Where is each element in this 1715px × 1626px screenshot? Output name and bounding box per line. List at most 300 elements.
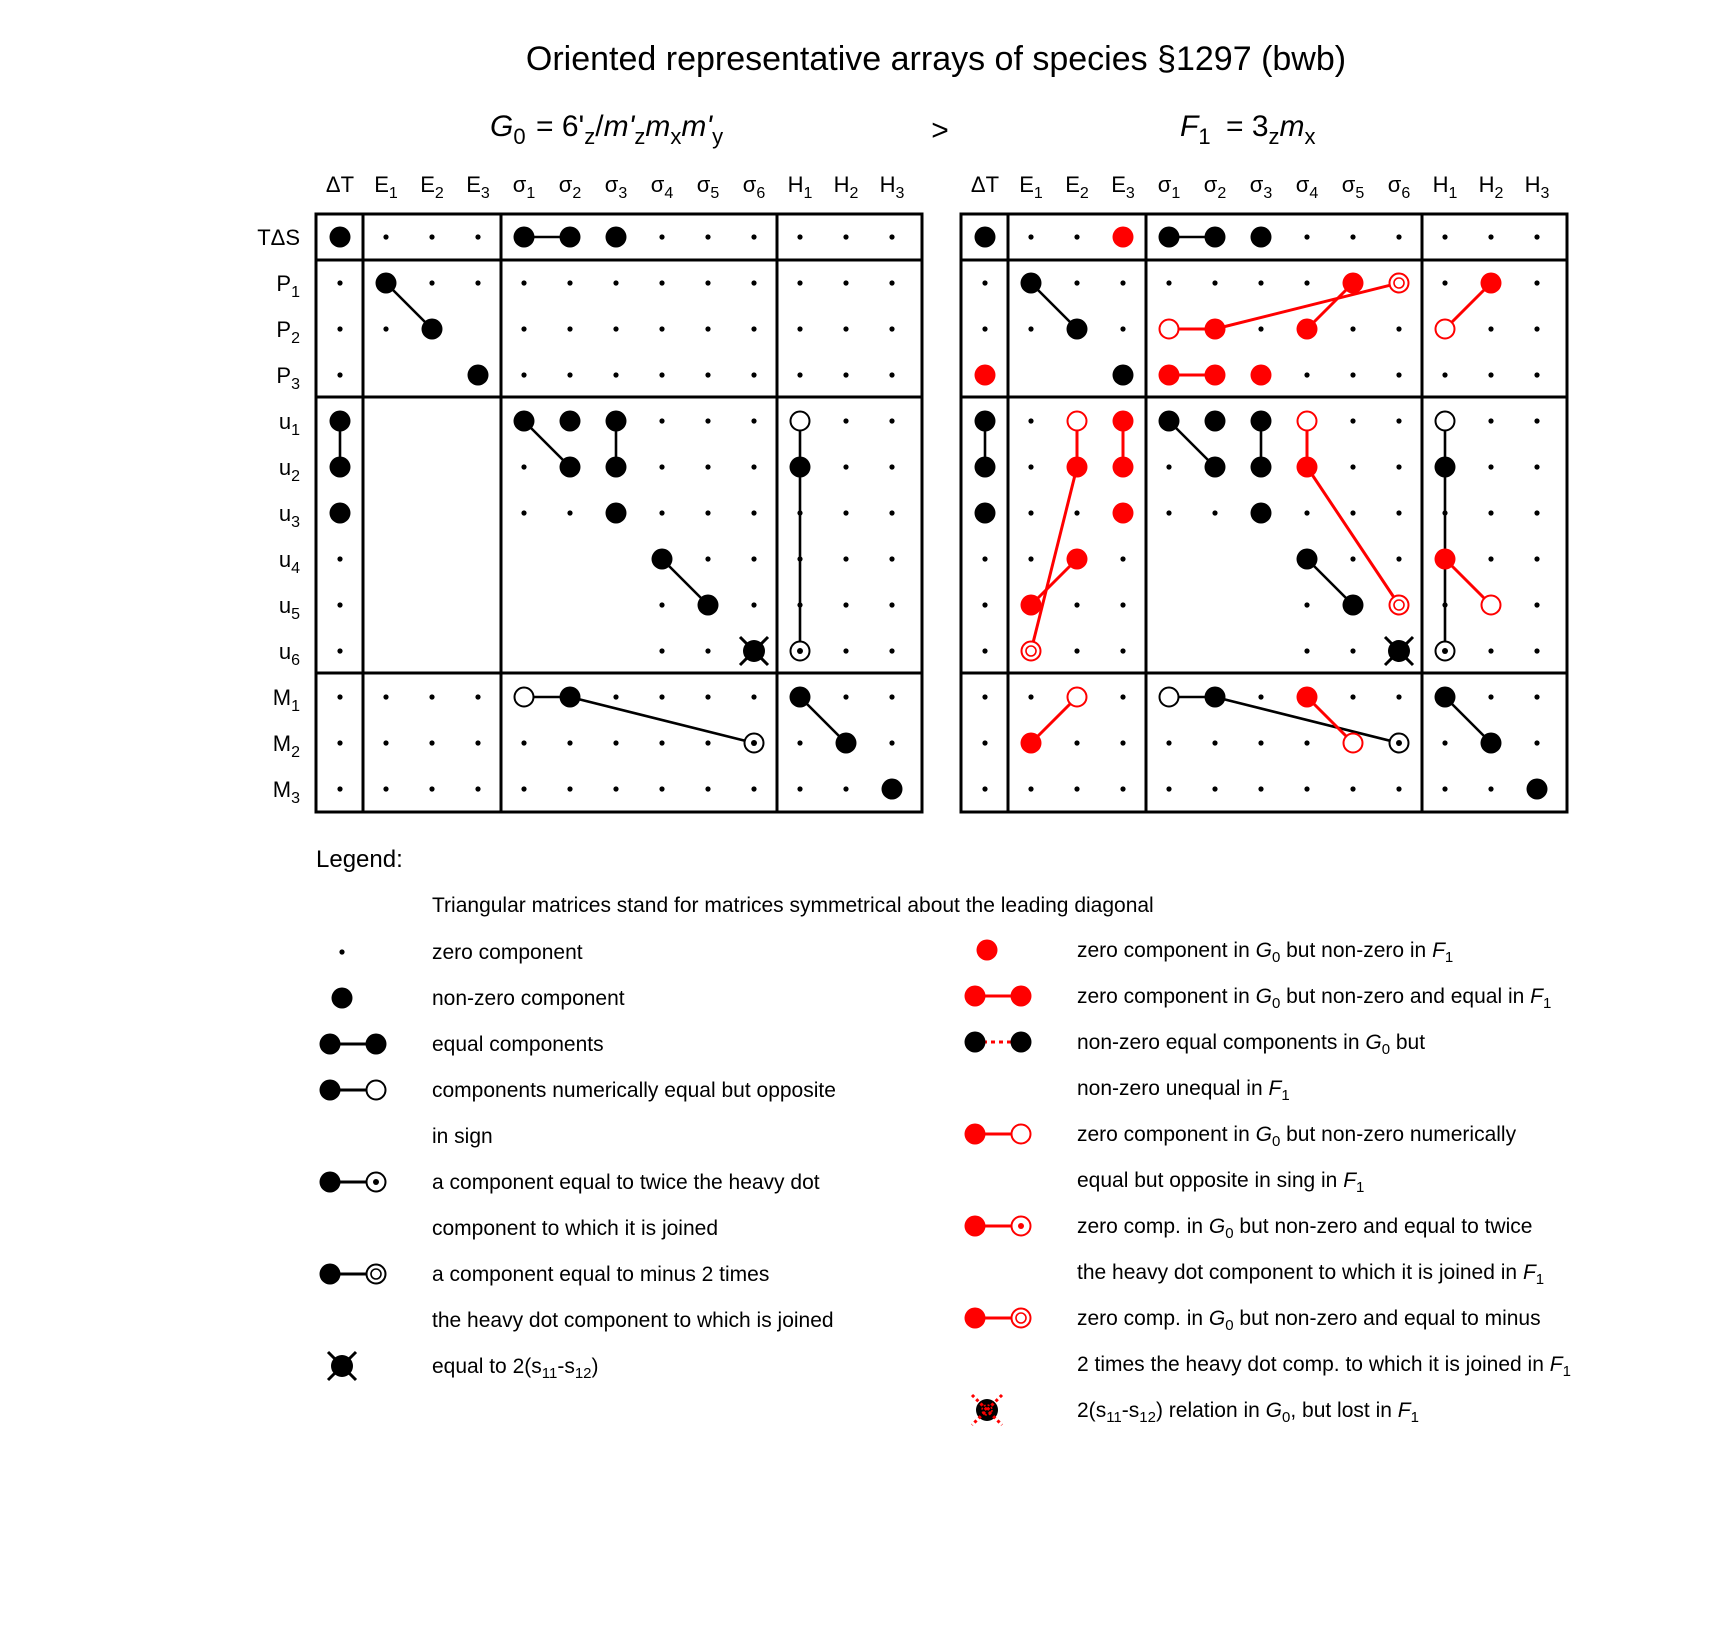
component-big [1297, 319, 1318, 340]
row-header-u6: u6 [278, 639, 300, 669]
legend-text-line: zero component [432, 941, 583, 964]
zero-dot [1350, 648, 1355, 653]
zero-dot [613, 786, 618, 791]
component-big [560, 411, 581, 432]
zero-dot [705, 372, 710, 377]
zero-dot [337, 602, 342, 607]
component-big [1435, 549, 1456, 570]
zero-dot [797, 372, 802, 377]
zero-dot [1028, 464, 1033, 469]
component-open [791, 412, 810, 431]
zero-dot [475, 280, 480, 285]
zero-dot [659, 510, 664, 515]
zero-dot [797, 740, 802, 745]
zero-dot [1442, 786, 1447, 791]
zero-dot [797, 326, 802, 331]
zero-dot [659, 786, 664, 791]
component-big [606, 227, 627, 248]
component-big [882, 779, 903, 800]
row-header-P2: P2 [276, 317, 300, 347]
zero-dot [1212, 786, 1217, 791]
column-header-σ5: σ5 [696, 172, 720, 202]
zero-dot [751, 418, 756, 423]
zero-dot [613, 372, 618, 377]
zero-dot [982, 280, 987, 285]
row-header-u5: u5 [278, 593, 300, 623]
legend-text-line: non-zero equal components in G0 but [1077, 1031, 1426, 1059]
zero-dot [383, 234, 388, 239]
zero-dot [705, 740, 710, 745]
zero-dot [521, 372, 526, 377]
zero-dot [705, 326, 710, 331]
component-big [1113, 411, 1134, 432]
zero-dot [659, 234, 664, 239]
component-open [1068, 688, 1087, 707]
zero-dot [1028, 694, 1033, 699]
component-big [1251, 503, 1272, 524]
legend-note: Triangular matrices stand for matrices symmetrical about the leading diagonal [432, 894, 1154, 917]
component-big [1113, 227, 1134, 248]
zero-dot [383, 786, 388, 791]
component-big [1067, 319, 1088, 340]
zero-dot [429, 786, 434, 791]
legend-pair-b [1011, 986, 1032, 1007]
zero-dot [1350, 694, 1355, 699]
column-header-E1: E1 [374, 172, 398, 202]
column-header-σ2: σ2 [1203, 172, 1227, 202]
zero-dot [1534, 326, 1539, 331]
component-big [330, 457, 351, 478]
zero-dot [429, 280, 434, 285]
component-big [1159, 411, 1180, 432]
zero-dot [475, 786, 480, 791]
zero-dot [843, 648, 848, 653]
column-header-H1: H1 [787, 172, 813, 202]
zero-dot [521, 786, 526, 791]
row-header-P3: P3 [276, 363, 300, 393]
zero-dot [751, 372, 756, 377]
component-big [1527, 779, 1548, 800]
legend-title: Legend: [316, 846, 403, 873]
zero-dot [521, 464, 526, 469]
zero-dot [1120, 326, 1125, 331]
zero-dot [659, 418, 664, 423]
legend-text-line: zero component in G0 but non-zero and equal in F1 [1077, 985, 1552, 1013]
zero-dot [1488, 556, 1493, 561]
zero-dot [1534, 556, 1539, 561]
component-big [1205, 411, 1226, 432]
legend-pair-a [965, 1308, 986, 1329]
zero-dot [843, 372, 848, 377]
legend-red-dot [977, 940, 998, 961]
component-big [1113, 503, 1134, 524]
legend-text-line: equal to 2(s11-s12) [432, 1355, 599, 1383]
zero-dot [429, 694, 434, 699]
zero-dot [659, 694, 664, 699]
zero-dot [1074, 510, 1079, 515]
component-big [1297, 687, 1318, 708]
zero-dot [1028, 556, 1033, 561]
legend-pair-b-center [373, 1179, 379, 1185]
zero-dot [797, 556, 802, 561]
zero-dot [521, 326, 526, 331]
component-big [790, 687, 811, 708]
zero-dot [843, 234, 848, 239]
zero-dot [843, 786, 848, 791]
zero-dot [337, 694, 342, 699]
legend-text-line: equal but opposite in sing in F1 [1077, 1169, 1365, 1197]
component-big [1205, 227, 1226, 248]
component-big [652, 549, 673, 570]
zero-dot [705, 510, 710, 515]
zero-dot [1442, 510, 1447, 515]
component-big [560, 687, 581, 708]
g0-symbol: G0 [490, 110, 526, 149]
zero-dot [751, 510, 756, 515]
component-big [330, 503, 351, 524]
zero-dot [337, 372, 342, 377]
column-header-E2: E2 [1065, 172, 1089, 202]
legend-text-line: zero comp. in G0 but non-zero and equal to minus [1077, 1307, 1541, 1335]
component-big [1205, 457, 1226, 478]
component-big [376, 273, 397, 294]
group-g0-label [490, 110, 723, 149]
zero-dot [1396, 556, 1401, 561]
zero-dot [567, 786, 572, 791]
component-big [975, 227, 996, 248]
component-open [1436, 412, 1455, 431]
component-big [606, 411, 627, 432]
column-header-H3: H3 [1524, 172, 1550, 202]
zero-dot [1488, 510, 1493, 515]
component-big [1067, 549, 1088, 570]
zero-dot [843, 464, 848, 469]
zero-dot [659, 602, 664, 607]
row-header-u4: u4 [278, 547, 300, 577]
component-big [1021, 733, 1042, 754]
zero-dot [659, 648, 664, 653]
legend-right-column [965, 939, 1571, 1426]
zero-dot [1534, 464, 1539, 469]
zero-dot [383, 740, 388, 745]
zero-dot [1534, 510, 1539, 515]
zero-dot [1120, 280, 1125, 285]
zero-dot [1120, 740, 1125, 745]
zero-dot [843, 556, 848, 561]
zero-dot [705, 464, 710, 469]
legend-dot [339, 949, 344, 954]
zero-dot [1396, 694, 1401, 699]
column-header-delta-t: ΔT [970, 172, 1000, 197]
row-header-u3: u3 [278, 501, 300, 531]
legend-text-line: equal components [432, 1033, 604, 1056]
zero-dot [1120, 556, 1125, 561]
component-big [1205, 365, 1226, 386]
zero-dot [705, 556, 710, 561]
zero-dot [1074, 740, 1079, 745]
column-header-E1: E1 [1019, 172, 1043, 202]
column-header-σ2: σ2 [558, 172, 582, 202]
zero-dot [1396, 786, 1401, 791]
row-header-u2: u2 [278, 455, 300, 485]
zero-dot [1488, 786, 1493, 791]
legend-text-line: 2 times the heavy dot comp. to which it is joined in F1 [1077, 1353, 1571, 1381]
zero-dot [982, 694, 987, 699]
zero-dot [889, 648, 894, 653]
legend-pair-a [965, 1216, 986, 1237]
row-header-M1: M1 [272, 685, 300, 715]
legend-pair-b [1012, 1309, 1031, 1328]
legend-text-line: component to which it is joined [432, 1217, 718, 1240]
component-big [514, 227, 535, 248]
zero-dot [982, 740, 987, 745]
zero-dot [751, 234, 756, 239]
zero-dot [797, 510, 802, 515]
zero-dot [337, 280, 342, 285]
zero-dot [705, 786, 710, 791]
legend-text-line: non-zero unequal in F1 [1077, 1077, 1290, 1105]
zero-dot [889, 280, 894, 285]
column-header-E3: E3 [466, 172, 490, 202]
zero-dot [1442, 234, 1447, 239]
legend-pair-a [965, 986, 986, 1007]
zero-dot [843, 280, 848, 285]
legend-text-line: the heavy dot component to which it is joined in F1 [1077, 1261, 1545, 1289]
column-header-delta-t: ΔT [325, 172, 355, 197]
legend-pair-b [1012, 1125, 1031, 1144]
zero-dot [1212, 510, 1217, 515]
legend-text-line: the heavy dot component to which is joined [432, 1309, 834, 1332]
legend-pair-a [320, 1080, 341, 1101]
zero-dot [1028, 786, 1033, 791]
component-big [1205, 319, 1226, 340]
component-twice-center [1396, 740, 1402, 746]
f1-symbol: F1 [1180, 110, 1211, 149]
link-15 [1307, 467, 1399, 605]
component-open [515, 688, 534, 707]
column-header-E3: E3 [1111, 172, 1135, 202]
component-big [1021, 595, 1042, 616]
component-big [790, 457, 811, 478]
component-open [1068, 412, 1087, 431]
zero-dot [567, 280, 572, 285]
legend-pair-a [320, 1172, 341, 1193]
zero-dot [1534, 648, 1539, 653]
zero-dot [1212, 280, 1217, 285]
zero-dot [1166, 786, 1171, 791]
zero-dot [1534, 372, 1539, 377]
row-header-P1: P1 [276, 271, 300, 301]
zero-dot [751, 556, 756, 561]
zero-dot [982, 602, 987, 607]
f1-formula: = 3zmx [1226, 110, 1316, 149]
column-header-H2: H2 [1478, 172, 1504, 202]
zero-dot [1028, 326, 1033, 331]
zero-dot [1074, 602, 1079, 607]
zero-dot [1120, 694, 1125, 699]
zero-dot [1350, 464, 1355, 469]
link-9 [570, 697, 754, 743]
component-big [606, 457, 627, 478]
zero-dot [567, 372, 572, 377]
zero-dot [1166, 740, 1171, 745]
zero-dot [705, 234, 710, 239]
component-big [1251, 457, 1272, 478]
group-relation-symbol: > [931, 114, 949, 147]
legend-pair-b [367, 1265, 386, 1284]
zero-dot [843, 694, 848, 699]
zero-dot [843, 602, 848, 607]
zero-dot [1534, 234, 1539, 239]
legend-big-dot [332, 988, 353, 1009]
zero-dot [843, 326, 848, 331]
legend-unequal-a [965, 1032, 986, 1053]
zero-dot [705, 280, 710, 285]
legend-text-line: components numerically equal but opposite [432, 1079, 836, 1102]
legend-text-line: zero component in G0 but non-zero in F1 [1077, 939, 1454, 967]
component-big [1021, 273, 1042, 294]
zero-dot [1258, 280, 1263, 285]
zero-dot [521, 740, 526, 745]
component-big [1297, 457, 1318, 478]
component-big [1481, 273, 1502, 294]
component-big [1297, 549, 1318, 570]
zero-dot [1350, 556, 1355, 561]
zero-dot [1442, 740, 1447, 745]
component-big [330, 411, 351, 432]
zero-dot [475, 234, 480, 239]
zero-dot [705, 694, 710, 699]
component-open [1160, 320, 1179, 339]
zero-dot [843, 510, 848, 515]
zero-dot [889, 234, 894, 239]
component-big [1067, 457, 1088, 478]
diagram-title: Oriented representative arrays of species §1297 (bwb) [525, 40, 1347, 78]
component-big [1343, 595, 1364, 616]
zero-dot [521, 510, 526, 515]
row-header-M3: M3 [272, 777, 300, 807]
component-big [330, 227, 351, 248]
zero-dot [1488, 464, 1493, 469]
component-big [1251, 227, 1272, 248]
column-header-σ3: σ3 [604, 172, 628, 202]
component-minus2 [1022, 642, 1041, 661]
zero-dot [521, 280, 526, 285]
zero-dot [1074, 234, 1079, 239]
zero-dot [889, 372, 894, 377]
zero-dot [337, 648, 342, 653]
zero-dot [337, 740, 342, 745]
component-big [1481, 733, 1502, 754]
zero-dot [1350, 786, 1355, 791]
zero-dot [1488, 648, 1493, 653]
zero-dot [337, 326, 342, 331]
zero-dot [383, 694, 388, 699]
component-big [975, 503, 996, 524]
legend-text-line: non-zero component [432, 987, 625, 1010]
column-header-σ4: σ4 [650, 172, 674, 202]
zero-dot [1488, 418, 1493, 423]
zero-dot [1534, 740, 1539, 745]
component-big [560, 227, 581, 248]
component-big [698, 595, 719, 616]
zero-dot [1396, 234, 1401, 239]
zero-dot [751, 326, 756, 331]
column-header-σ1: σ1 [512, 172, 536, 202]
zero-dot [1396, 326, 1401, 331]
zero-dot [982, 648, 987, 653]
zero-dot [1028, 234, 1033, 239]
zero-dot [659, 464, 664, 469]
zero-dot [1120, 602, 1125, 607]
zero-dot [797, 602, 802, 607]
zero-dot [1396, 510, 1401, 515]
zero-dot [1396, 372, 1401, 377]
g0-formula: = 6'z/m'zmxm'y [536, 110, 724, 149]
zero-dot [1534, 418, 1539, 423]
zero-dot [1396, 418, 1401, 423]
component-twice-center [797, 648, 803, 654]
component-big [1435, 457, 1456, 478]
zero-dot [429, 234, 434, 239]
zero-dot [613, 694, 618, 699]
zero-dot [1074, 786, 1079, 791]
zero-dot [751, 602, 756, 607]
component-twice-center [751, 740, 757, 746]
zero-dot [1304, 234, 1309, 239]
zero-dot [567, 740, 572, 745]
zero-dot [751, 694, 756, 699]
column-header-E2: E2 [420, 172, 444, 202]
zero-dot [567, 510, 572, 515]
column-header-H1: H1 [1432, 172, 1458, 202]
component-open [1160, 688, 1179, 707]
zero-dot [1488, 372, 1493, 377]
zero-dot [613, 740, 618, 745]
zero-dot [429, 740, 434, 745]
legend-text-line: zero component in G0 but non-zero numerically [1077, 1123, 1517, 1151]
component-big [1251, 365, 1272, 386]
zero-dot [1442, 372, 1447, 377]
component-open [1298, 412, 1317, 431]
component-big [975, 457, 996, 478]
zero-dot [751, 280, 756, 285]
zero-dot [705, 648, 710, 653]
zero-dot [567, 326, 572, 331]
component-big [975, 365, 996, 386]
component-open [1436, 320, 1455, 339]
row-header-M2: M2 [272, 731, 300, 761]
zero-dot [1212, 740, 1217, 745]
zero-dot [982, 326, 987, 331]
component-open [1344, 734, 1363, 753]
zero-dot [751, 786, 756, 791]
zero-dot [1350, 418, 1355, 423]
zero-dot [1488, 234, 1493, 239]
zero-dot [337, 786, 342, 791]
zero-dot [1120, 786, 1125, 791]
legend-pair-a [320, 1264, 341, 1285]
zero-dot [1488, 326, 1493, 331]
zero-dot [982, 786, 987, 791]
zero-dot [475, 740, 480, 745]
zero-dot [659, 326, 664, 331]
zero-dot [889, 602, 894, 607]
zero-dot [797, 280, 802, 285]
zero-dot [1120, 648, 1125, 653]
zero-dot [1534, 280, 1539, 285]
zero-dot [705, 418, 710, 423]
